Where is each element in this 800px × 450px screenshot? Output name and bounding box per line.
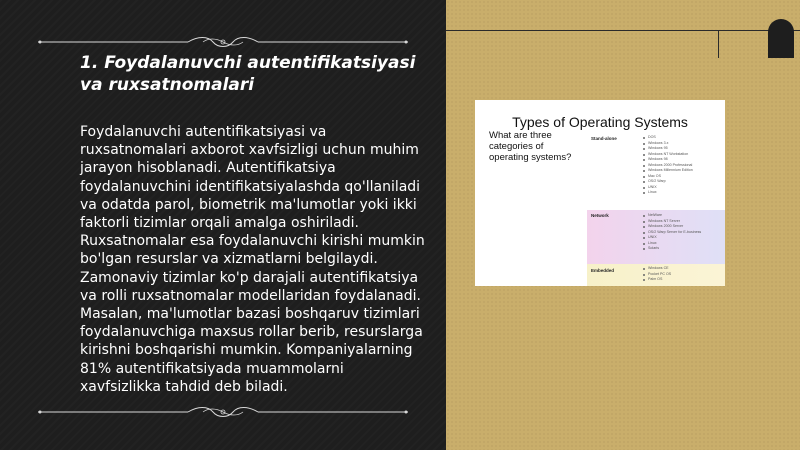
list-item: Windows NT Workstation xyxy=(643,152,693,158)
list-item: Windows 95 xyxy=(643,146,693,152)
list-item: Windows Millennium Edition xyxy=(643,168,693,174)
band-label: Embedded xyxy=(591,268,615,273)
list-item: Linux xyxy=(643,241,701,247)
operating-systems-picture xyxy=(475,100,725,286)
bottom-ornament-divider xyxy=(38,404,408,420)
list-item: Windows 3.x xyxy=(643,141,693,147)
bookmark-tab-icon xyxy=(766,18,796,58)
list-item: OS/2 Warp Server for E-business xyxy=(643,230,701,236)
band-label: Network xyxy=(591,213,609,218)
vertical-rule-line xyxy=(718,30,719,58)
band-list-network xyxy=(643,213,701,252)
slide-body-text: Foydalanuvchi autentifikatsiyasi va ruxsatnomalari axborot xavfsizligi uchun muhim jarayon hisoblanadi. Autentifikatsiya foydalanuvchini identifikatsiyalashda qo'llaniladi va odatda parol, biometrik ma'lumotlar yoki ikki faktorli tizimlar orqali amalga oshiriladi. Ruxsatnomalar esa foydalanuvchi kirishi mumkin bo'lgan resurslar va xizmatlarni belgilaydi. Zamonaviy tizimlar ko'p darajali autentifikatsiya va rolli ruxsatnomalar modellaridan foydalanadi. Masalan, ma'lumotlar bazasi boshqaruv tizimlari foydalanuvchiga maxsus rollar berib, resurslarga kirishni boshqarishi mumkin. Kompaniyalarning 81% autentifikatsiyada muammolarni xavfsizlikka tahdid deb biladi. xyxy=(80,124,425,395)
list-item: Linux xyxy=(643,190,693,196)
list-item: OS/2 Warp xyxy=(643,179,693,185)
picture-title: Types of Operating Systems xyxy=(512,114,688,130)
list-item: Windows NT Server xyxy=(643,219,701,225)
list-item: NetWare xyxy=(643,213,701,219)
list-item: Windows CE xyxy=(643,266,671,272)
band-label: Stand-alone xyxy=(591,136,617,141)
band-list-stand-alone xyxy=(643,135,693,196)
list-item: Palm OS xyxy=(643,277,671,283)
list-item: Mac OS xyxy=(643,174,693,180)
slide-title: 1. Foydalanuvchi autentifikatsiyasi va ruxsatnomalari xyxy=(80,53,416,95)
list-item: UNIX xyxy=(643,185,693,191)
list-item: Windows 98 xyxy=(643,157,693,163)
top-rule-line xyxy=(446,30,800,31)
list-item: DOS xyxy=(643,135,693,141)
top-ornament-divider xyxy=(38,34,408,50)
band-list-embedded xyxy=(643,266,671,283)
list-item: Solaris xyxy=(643,246,701,252)
list-item: Windows 2000 Server xyxy=(643,224,701,230)
list-item: Windows 2000 Professional xyxy=(643,163,693,169)
picture-question: What are three categories of operating systems? xyxy=(489,130,572,163)
list-item: Pocket PC OS xyxy=(643,272,671,278)
list-item: UNIX xyxy=(643,235,701,241)
